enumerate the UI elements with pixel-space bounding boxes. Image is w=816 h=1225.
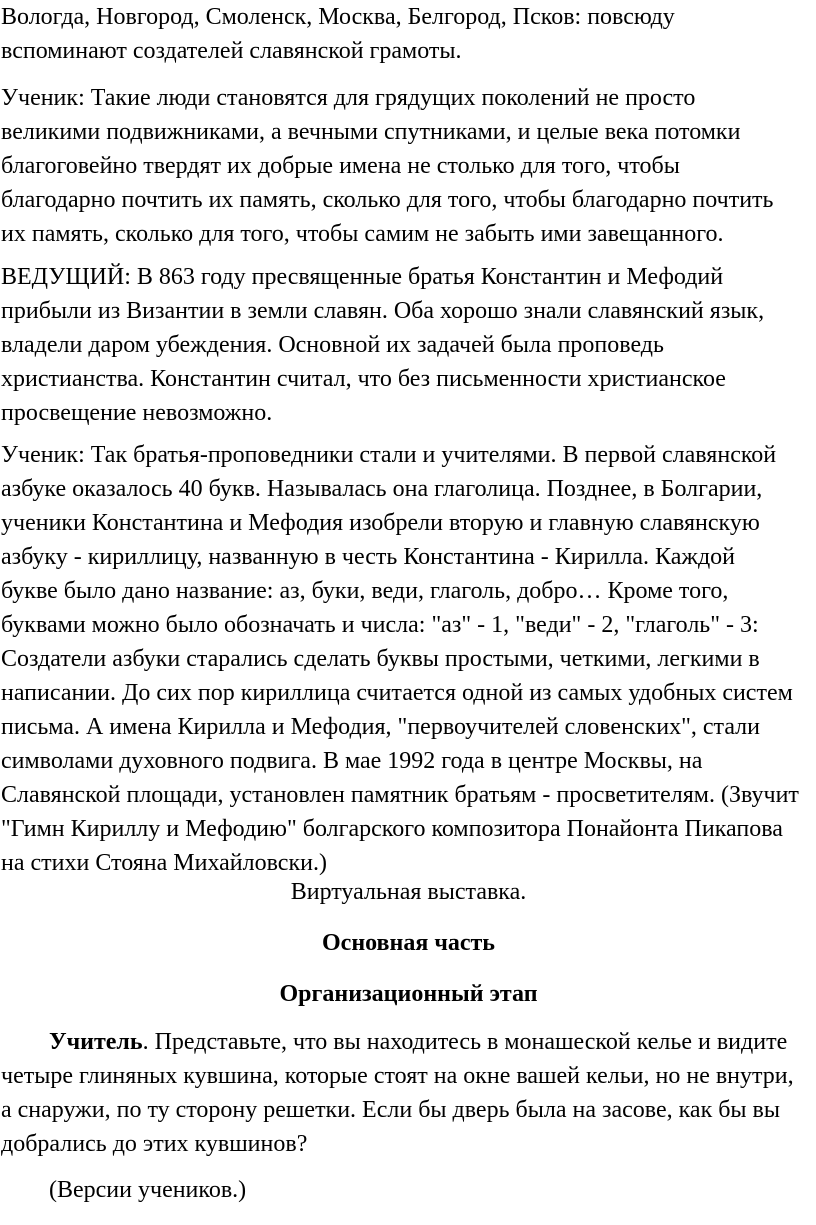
text-line: Славянской площади, установлен памятник братьям - просветителям. (Звучит <box>1 782 799 808</box>
paragraph-host <box>1 260 764 430</box>
text-line: Ученик: Такие люди становятся для грядущих поколений не просто <box>1 85 696 111</box>
text-line: написании. До сих пор кириллица считается одной из самых удобных систем <box>1 680 793 706</box>
paragraph-student-2 <box>1 438 799 880</box>
text-line: добрались до этих кувшинов? <box>1 1131 308 1157</box>
text-line: прибыли из Византии в земли славян. Оба хорошо знали славянский язык, <box>1 298 765 324</box>
text-line: четыре глиняных кувшина, которые стоят на окне вашей кельи, но не внутри, <box>1 1063 794 1089</box>
text-line: ученики Константина и Мефодия изобрели вторую и главную славянскую <box>1 510 760 536</box>
teacher-label: Учитель <box>49 1029 143 1055</box>
text-line: азбуке оказалось 40 букв. Называлась она глаголица. Позднее, в Болгарии, <box>1 476 763 502</box>
text-line: "Гимн Кириллу и Мефодию" болгарского композитора Понайонта Пикапова <box>1 816 783 842</box>
text-line: азбуку - кириллицу, названную в честь Константина - Кирилла. Каждой <box>1 544 736 570</box>
text-line: благодарно почтить их память, сколько для того, чтобы благодарно почтить <box>1 187 774 213</box>
teacher-first-line: . Представьте, что вы находитесь в монашеской келье и видите <box>142 1029 788 1055</box>
heading-main-part <box>1 926 816 960</box>
text-line: Вологда, Новгород, Смоленск, Москва, Белгород, Псков: повсюду <box>1 4 675 30</box>
text-line: их память, сколько для того, чтобы самим не забыть ими завещанного. <box>1 221 724 247</box>
text-line: вспоминают создателей славянской грамоты. <box>1 38 462 64</box>
text-line: (Версии учеников.) <box>49 1177 247 1203</box>
text-line <box>1 1025 794 1059</box>
text-line: а снаружи, по ту сторону решетки. Если бы дверь была на засове, как бы вы <box>1 1097 781 1123</box>
text-line: ВЕДУЩИЙ: В 863 году пресвященные братья Константин и Мефодий <box>1 264 724 290</box>
paragraph-teacher <box>1 1025 794 1161</box>
text-line: великими подвижниками, а вечными спутниками, и целые века потомки <box>1 119 741 145</box>
text-line: символами духовного подвига. В мае 1992 года в центре Москвы, на <box>1 748 703 774</box>
paragraph-student-1 <box>1 81 774 251</box>
text-line: Ученик: Так братья-проповедники стали и учителями. В первой славянской <box>1 442 777 468</box>
text-line: владели даром убеждения. Основной их задачей была проповедь <box>1 332 664 358</box>
heading-text: Виртуальная выставка. <box>290 879 527 905</box>
paragraph-cities <box>1 0 675 68</box>
text-line: христианства. Константин считал, что без письменности христианское <box>1 366 726 392</box>
heading-text: Организационный этап <box>279 981 538 1007</box>
heading-organizational-stage <box>1 977 816 1011</box>
text-line: письма. А имена Кирилла и Мефодия, "первоучителей словенских", стали <box>1 714 760 740</box>
text-line: просвещение невозможно. <box>1 400 273 426</box>
text-line: буквами можно было обозначать и числа: "аз" - 1, "веди" - 2, "глаголь" - 3: <box>1 612 759 638</box>
heading-text: Основная часть <box>322 930 495 956</box>
text-line: Создатели азбуки старались сделать буквы простыми, четкими, легкими в <box>1 646 760 672</box>
paragraph-student-versions <box>1 1173 246 1207</box>
text-line: букве было дано название: аз, буки, веди, глаголь, добро… Кроме того, <box>1 578 729 604</box>
heading-virtual-exhibition <box>1 875 816 909</box>
text-line: благоговейно твердят их добрые имена не столько для того, чтобы <box>1 153 680 179</box>
text-line: на стихи Стояна Михайловски.) <box>1 850 327 876</box>
